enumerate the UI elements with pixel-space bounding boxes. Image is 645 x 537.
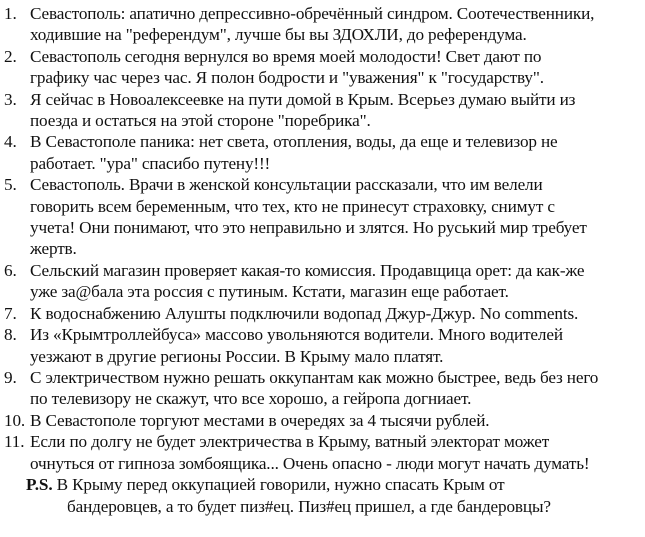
- item-number: 9.: [4, 367, 17, 387]
- postscript-text: В Крыму перед оккупацией говорили, нужно спасать Крым от: [52, 474, 505, 494]
- item-number: 6.: [4, 260, 17, 280]
- item-line: Если по долгу не будет электричества в Крыму, ватный электорат может: [30, 432, 550, 452]
- list-item: [4, 431, 639, 474]
- numbered-list: [4, 3, 639, 474]
- item-line: уезжают в другие регионы России. В Крыму мало платят.: [30, 346, 444, 366]
- item-number: 8.: [4, 325, 17, 345]
- postscript-line: бандеровцев, а то будет пиз#ец. Пиз#ец пришел, а где бандеровцы?: [67, 496, 551, 516]
- item-text: [30, 324, 639, 367]
- item-line: графику час через час. Я полон бодрости и "уважения" к "государству".: [30, 68, 544, 88]
- item-line: поезда и остаться на этой стороне "поребрика".: [30, 111, 371, 131]
- item-line: В Севастополе паника: нет света, отопления, воды, да еще и телевизор не: [30, 132, 558, 152]
- list-item: [4, 367, 639, 410]
- item-line: говорить всем беременным, что тех, кто не принесут страховку, снимут с: [30, 196, 555, 216]
- item-line: очнуться от гипноза зомбоящика... Очень опасно - люди могут начать думать!: [30, 453, 590, 473]
- list-item: [4, 260, 639, 303]
- item-line: Севастополь: апатично депрессивно-обречённый синдром. Соотечественники,: [30, 4, 595, 23]
- item-line: С электричеством нужно решать оккупантам как можно быстрее, ведь без него: [30, 367, 599, 387]
- item-line: работает. "ура" спасибо путену!!!: [30, 153, 271, 173]
- item-line: В Севастополе торгуют местами в очередях за 4 тысячи рублей.: [30, 410, 490, 430]
- item-line: Севастополь. Врачи в женской консультации рассказали, что им велели: [30, 175, 543, 195]
- item-line: по телевизору не скажут, что все хорошо, а гейропа догниает.: [30, 389, 472, 409]
- postscript: [4, 474, 639, 518]
- item-number: 2.: [4, 46, 17, 66]
- list-item: [4, 174, 639, 260]
- item-text: [30, 131, 639, 174]
- item-number: 11.: [4, 432, 25, 452]
- postscript-label: P.S.: [26, 474, 53, 494]
- item-line: жертв.: [30, 239, 77, 259]
- list-item: [4, 324, 639, 367]
- item-text: [30, 260, 639, 303]
- item-number: 5.: [4, 175, 17, 195]
- item-number: 4.: [4, 132, 17, 152]
- item-line: Сельский магазин проверяет какая-то комиссия. Продавщица орет: да как-же: [30, 260, 585, 280]
- list-item: [4, 410, 639, 431]
- item-line: К водоснабжению Алушты подключили водопад Джур-Джур. No comments.: [30, 303, 579, 323]
- list-item: [4, 131, 639, 174]
- list-item: [4, 3, 639, 46]
- item-text: [30, 46, 639, 89]
- item-text: [30, 89, 639, 132]
- postscript-line: [4, 474, 639, 496]
- item-line: Я сейчас в Новоалексеевке на пути домой в Крым. Всерьез думаю выйти из: [30, 89, 576, 109]
- item-line: уже за@бала эта россия с путиным. Кстати, магазин еще работает.: [30, 282, 509, 302]
- list-item: [4, 89, 639, 132]
- item-line: Севастополь сегодня вернулся во время моей молодости! Свет дают по: [30, 46, 542, 66]
- item-number: 10.: [4, 410, 26, 430]
- item-text: [30, 3, 639, 46]
- item-line: ходившие на "референдум", лучше бы вы ЗДОХЛИ, до референдума.: [30, 25, 527, 45]
- item-number: 1.: [4, 4, 17, 23]
- item-number: 3.: [4, 89, 17, 109]
- item-line: Из «Крымтроллейбуса» массово увольняются водители. Много водителей: [30, 325, 563, 345]
- item-number: 7.: [4, 303, 17, 323]
- list-item: [4, 46, 639, 89]
- item-text: [30, 303, 639, 324]
- item-text: [30, 367, 639, 410]
- item-text: [30, 431, 639, 474]
- item-text: [30, 410, 639, 431]
- item-text: [30, 174, 639, 260]
- item-line: учета! Они понимают, что это неправильно и злятся. Но руський мир требует: [30, 218, 587, 238]
- list-item: [4, 303, 639, 324]
